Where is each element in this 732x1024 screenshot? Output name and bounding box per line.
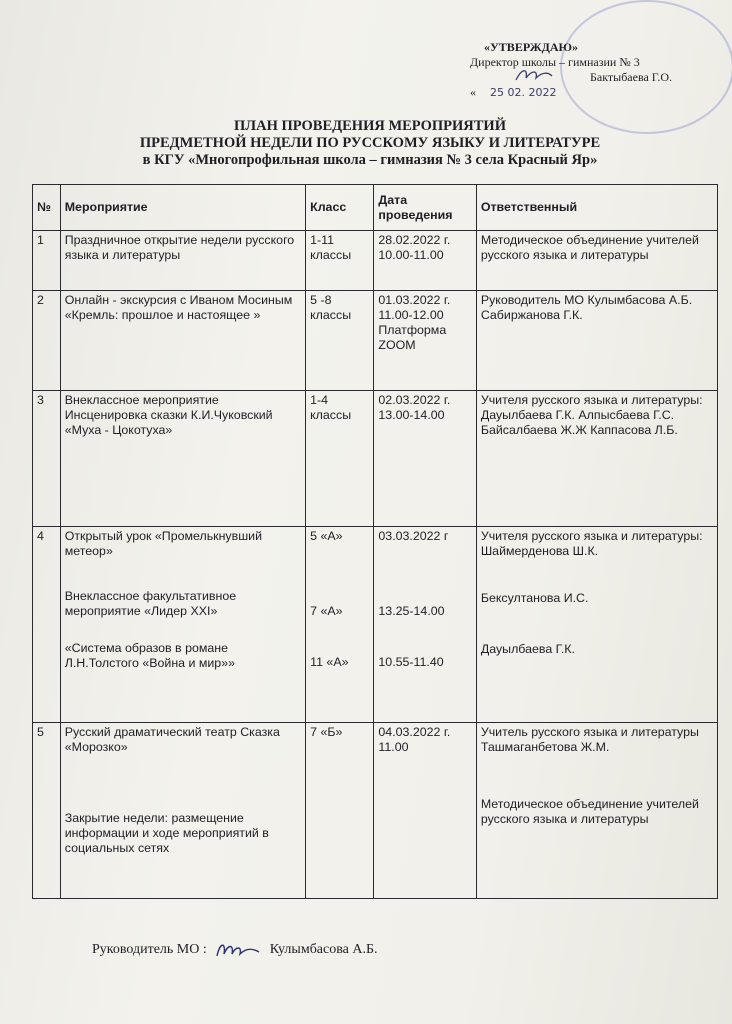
event-cell: Онлайн - экскурсия с Иваном Мосиным «Кремль: прошлое и настоящее » bbox=[60, 291, 305, 391]
class-item: 7 «А» bbox=[310, 604, 343, 618]
responsible-cell bbox=[476, 527, 717, 723]
date-cell: 01.03.2022 г. 11.00-12.00 Платформа ZOOM bbox=[374, 291, 476, 391]
table-row bbox=[33, 527, 718, 723]
row-number: 5 bbox=[33, 723, 61, 899]
title-line-2: ПРЕДМЕТНОЙ НЕДЕЛИ ПО РУССКОМУ ЯЗЫКУ И ЛИТЕРАТУРЕ bbox=[139, 135, 601, 151]
row-number: 3 bbox=[33, 391, 61, 527]
row-number: 1 bbox=[33, 231, 61, 291]
class-cell: 5 -8 классы bbox=[306, 291, 374, 391]
event-item: Закрытие недели: размещение информации и ходе мероприятий в социальных сетях bbox=[64, 811, 269, 855]
header-no: № bbox=[33, 185, 61, 231]
approval-date-value: 25 02. 2022 bbox=[490, 86, 557, 99]
responsible-cell: Учителя русского языка и литературы: Дауылбаева Г.К. Алпысбаева Г.С. Байсалбаева Ж.Ж Каппасова Л.Б. bbox=[476, 391, 717, 527]
header-class: Класс bbox=[306, 185, 374, 231]
responsible-cell: Методическое объединение учителей русского языка и литературы bbox=[476, 231, 717, 291]
header-responsible: Ответственный bbox=[476, 185, 717, 231]
footer-label: Руководитель МО : bbox=[92, 942, 207, 958]
class-item: 5 «А» bbox=[310, 529, 343, 543]
event-item: Открытый урок «Промелькнувший метеор» bbox=[64, 529, 262, 558]
header-date: Дата проведения bbox=[374, 185, 476, 231]
event-cell bbox=[60, 527, 305, 723]
row-number: 4 bbox=[33, 527, 61, 723]
responsible-item: Бексултанова И.С. bbox=[480, 591, 589, 605]
date-item: 10.55-11.40 bbox=[378, 655, 444, 669]
event-item: Русский драматический театр Сказка «Морозко» bbox=[64, 725, 280, 754]
approval-position: Директор школы – гимназии № 3 bbox=[470, 55, 640, 69]
event-item: Внеклассное факультативное мероприятие «Лидер XXI» bbox=[64, 589, 237, 618]
responsible-item: Методическое объединение учителей русского языка и литературы bbox=[480, 797, 699, 826]
document-title bbox=[100, 118, 640, 169]
table-row bbox=[33, 723, 718, 899]
head-signature-icon bbox=[214, 938, 262, 962]
table-row bbox=[33, 291, 718, 391]
responsible-item: Учителя русского языка и литературы: Шаймерденова Ш.К. bbox=[480, 529, 703, 558]
title-line-3: в КГУ «Многопрофильная школа – гимназия № 3 села Красный Яр» bbox=[142, 152, 598, 168]
date-item: 03.03.2022 г bbox=[378, 529, 449, 543]
table-row bbox=[33, 391, 718, 527]
class-cell: 7 «Б» bbox=[306, 723, 374, 899]
date-cell: 02.03.2022 г. 13.00-14.00 bbox=[374, 391, 476, 527]
header-event: Мероприятие bbox=[60, 185, 305, 231]
document-footer bbox=[92, 938, 378, 962]
events-table bbox=[32, 184, 718, 899]
event-cell bbox=[60, 723, 305, 899]
class-item: 11 «А» bbox=[310, 655, 349, 669]
footer-name: Кулымбасова А.Б. bbox=[269, 942, 378, 958]
approval-heading: «УТВЕРЖДАЮ» bbox=[484, 40, 579, 54]
approval-date-prefix: « bbox=[470, 85, 476, 99]
responsible-cell bbox=[476, 723, 717, 899]
approval-name: Бактыбаева Г.О. bbox=[590, 70, 673, 84]
approval-signature-row bbox=[470, 70, 710, 85]
date-cell bbox=[374, 527, 476, 723]
date-cell: 28.02.2022 г. 10.00-11.00 bbox=[374, 231, 476, 291]
date-cell: 04.03.2022 г. 11.00 bbox=[374, 723, 476, 899]
class-cell: 1-11 классы bbox=[306, 231, 374, 291]
responsible-item: Дауылбаева Г.К. bbox=[480, 642, 575, 656]
date-item: 13.25-14.00 bbox=[378, 604, 445, 618]
responsible-item: Учитель русского языка и литературы Ташмаганбетова Ж.М. bbox=[480, 725, 699, 754]
director-signature-icon bbox=[514, 66, 554, 84]
responsible-cell: Руководитель МО Кулымбасова А.Б. Сабиржанова Г.К. bbox=[476, 291, 717, 391]
event-cell: Праздничное открытие недели русского языка и литературы bbox=[60, 231, 305, 291]
approval-block bbox=[470, 40, 710, 101]
event-cell: Внеклассное мероприятие Инсценировка сказки К.И.Чуковский «Муха - Цокотуха» bbox=[60, 391, 305, 527]
approval-date bbox=[470, 85, 710, 101]
table-header-row bbox=[33, 185, 718, 231]
table-row bbox=[33, 231, 718, 291]
row-number: 2 bbox=[33, 291, 61, 391]
class-cell: 1-4 классы bbox=[306, 391, 374, 527]
class-cell bbox=[306, 527, 374, 723]
title-line-1: ПЛАН ПРОВЕДЕНИЯ МЕРОПРИЯТИЙ bbox=[234, 118, 506, 134]
event-item: «Система образов в романе Л.Н.Толстого «Война и мир»» bbox=[64, 641, 235, 670]
